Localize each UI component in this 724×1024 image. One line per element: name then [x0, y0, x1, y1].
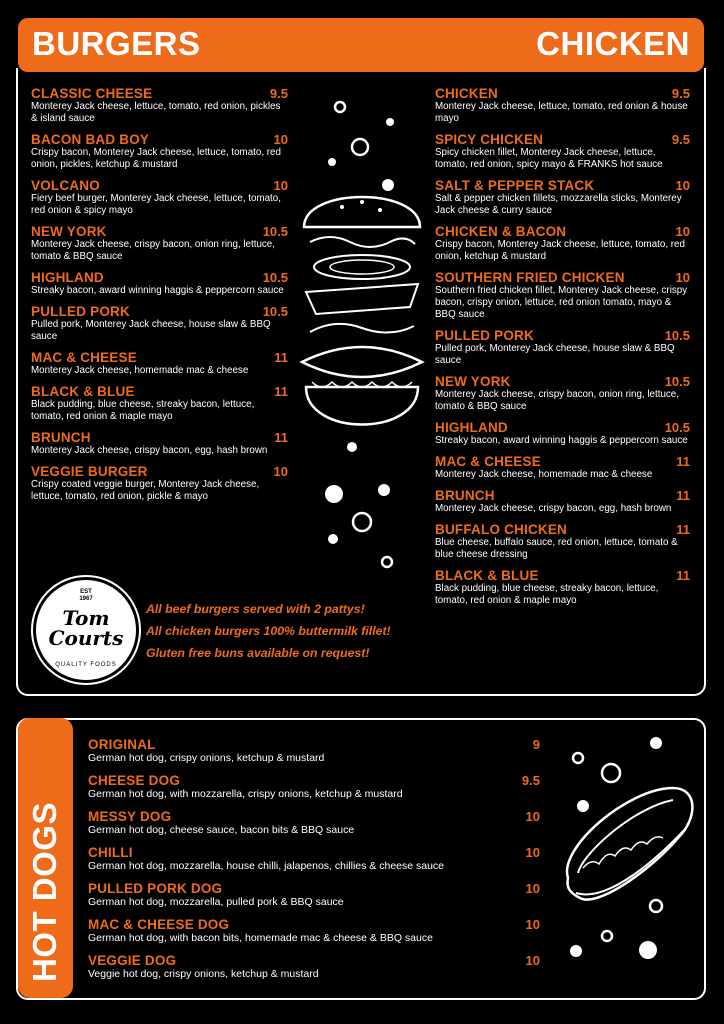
- logo-name: Tom Courts: [48, 606, 124, 650]
- item-description: Streaky bacon, award winning haggis & peppercorn sauce: [31, 285, 284, 296]
- item-price: 9.5: [521, 773, 540, 788]
- menu-item: [435, 454, 690, 481]
- menu-item: [435, 328, 690, 367]
- item-name: PULLED PORK DOG: [88, 881, 223, 896]
- menu-item: [435, 224, 690, 263]
- item-price: 11: [274, 384, 288, 399]
- menu-item: [31, 270, 288, 297]
- menu-item: [435, 488, 690, 515]
- item-name: HIGHLAND: [435, 420, 508, 435]
- hotdog-illustration-icon: [548, 728, 698, 968]
- item-price: 11: [676, 522, 690, 537]
- menu-item: [435, 86, 690, 125]
- menu-item: [31, 304, 288, 343]
- item-description: Monterey Jack cheese, lettuce, tomato, red onion & house mayo: [435, 101, 688, 124]
- menu-item: [31, 132, 288, 171]
- menu-item: [435, 420, 690, 447]
- menu-item: [435, 568, 690, 607]
- menu-item: [435, 270, 690, 321]
- item-name: PULLED PORK: [435, 328, 534, 343]
- item-name: CHICKEN: [435, 86, 498, 101]
- item-price: 10: [273, 132, 288, 147]
- item-price: 10: [525, 953, 540, 968]
- menu-item: [88, 773, 540, 800]
- item-description: German hot dog, mozzarella, house chilli, jalapenos, chillies & cheese sauce: [88, 860, 445, 872]
- item-name: VEGGIE BURGER: [31, 464, 148, 479]
- item-name: BACON BAD BOY: [31, 132, 150, 147]
- hotdogs-title: HOT DOGS: [26, 802, 63, 983]
- item-description: Crispy bacon, Monterey Jack cheese, lettuce, tomato, red onion, ketchup & mustard: [435, 239, 685, 262]
- menu-item: [31, 464, 288, 503]
- menu-item: [435, 178, 690, 217]
- note-chicken: All chicken burgers 100% buttermilk fillet!: [146, 624, 391, 638]
- burger-illustration-icon: [292, 92, 432, 582]
- item-description: German hot dog, with mozzarella, crispy onions, ketchup & mustard: [88, 788, 403, 800]
- menu-item: [31, 178, 288, 217]
- item-name: MAC & CHEESE: [435, 454, 541, 469]
- hotdogs-list: [88, 737, 540, 989]
- logo-subtitle: QUALITY FOODS: [55, 662, 117, 668]
- menu-notes: [146, 598, 426, 664]
- item-price: 10: [525, 809, 540, 824]
- item-name: MESSY DOG: [88, 809, 172, 824]
- item-name: BLACK & BLUE: [435, 568, 539, 583]
- header-bar: [18, 18, 704, 72]
- item-price: 10: [675, 270, 690, 285]
- item-description: German hot dog, cheese sauce, bacon bits & BBQ sauce: [88, 824, 355, 836]
- item-description: Streaky bacon, award winning haggis & peppercorn sauce: [435, 435, 688, 446]
- item-name: VOLCANO: [31, 178, 100, 193]
- menu-item: [31, 350, 288, 377]
- menu-item: [31, 430, 288, 457]
- item-price: 10: [525, 845, 540, 860]
- item-description: Pulled pork, Monterey Jack cheese, house slaw & BBQ sauce: [31, 319, 271, 342]
- item-description: Monterey Jack cheese, crispy bacon, onion ring, lettuce, tomato & BBQ sauce: [31, 239, 275, 262]
- item-name: ORIGINAL: [88, 737, 156, 752]
- item-description: Monterey Jack cheese, crispy bacon, egg, hash brown: [435, 503, 672, 514]
- item-price: 11: [676, 488, 690, 503]
- item-name: HIGHLAND: [31, 270, 104, 285]
- item-price: 10.5: [664, 374, 690, 389]
- chicken-title: CHICKEN: [536, 25, 690, 62]
- item-name: CLASSIC CHEESE: [31, 86, 153, 101]
- menu-item: [88, 881, 540, 908]
- logo-est: EST 1967: [79, 589, 93, 602]
- item-price: 10.5: [664, 328, 690, 343]
- item-name: CHILLI: [88, 845, 133, 860]
- item-description: Salt & pepper chicken fillets, mozzarella sticks, Monterey Jack cheese & curry sauce: [435, 193, 682, 216]
- item-description: Monterey Jack cheese, crispy bacon, egg, hash brown: [31, 445, 268, 456]
- item-description: German hot dog, with bacon bits, homemade mac & cheese & BBQ sauce: [88, 932, 433, 944]
- item-name: PULLED PORK: [31, 304, 130, 319]
- item-description: Fiery beef burger, Monterey Jack cheese, lettuce, tomato, red onion & spicy mayo: [31, 193, 281, 216]
- menu-item: [88, 953, 540, 980]
- item-description: Monterey Jack cheese, homemade mac & cheese: [435, 469, 653, 480]
- item-name: BRUNCH: [31, 430, 91, 445]
- item-description: Crispy bacon, Monterey Jack cheese, lettuce, tomato, red onion, pickles, ketchup & mustard: [31, 147, 281, 170]
- item-description: Spicy chicken fillet, Monterey Jack cheese, lettuce, tomato, red onion, spicy mayo & FRANKS hot sauce: [435, 147, 663, 170]
- item-name: BLACK & BLUE: [31, 384, 135, 399]
- item-price: 9.5: [671, 132, 690, 147]
- item-description: Pulled pork, Monterey Jack cheese, house slaw & BBQ sauce: [435, 343, 675, 366]
- item-price: 10.5: [262, 270, 288, 285]
- item-name: NEW YORK: [31, 224, 107, 239]
- burgers-title: BURGERS: [32, 25, 201, 62]
- item-description: German hot dog, mozzarella, pulled pork & BBQ sauce: [88, 896, 344, 908]
- item-price: 11: [676, 454, 690, 469]
- menu-item: [435, 132, 690, 171]
- tom-courts-logo-icon: [33, 577, 139, 683]
- item-description: Black pudding, blue cheese, streaky bacon, lettuce, tomato, red onion & maple mayo: [31, 399, 255, 422]
- item-description: Blue cheese, buffalo sauce, red onion, lettuce, tomato & blue cheese dressing: [435, 537, 678, 560]
- item-description: Veggie hot dog, crispy onions, ketchup & mustard: [88, 968, 319, 980]
- item-price: 10: [273, 464, 288, 479]
- chicken-list: [435, 86, 690, 614]
- menu-item: [88, 917, 540, 944]
- item-price: 11: [676, 568, 690, 583]
- item-price: 9.5: [269, 86, 288, 101]
- item-name: CHICKEN & BACON: [435, 224, 567, 239]
- item-price: 10.5: [664, 420, 690, 435]
- item-price: 11: [274, 350, 288, 365]
- menu-item: [88, 845, 540, 872]
- item-name: MAC & CHEESE DOG: [88, 917, 230, 932]
- item-name: SALT & PEPPER STACK: [435, 178, 595, 193]
- item-price: 9.5: [671, 86, 690, 101]
- item-name: VEGGIE DOG: [88, 953, 177, 968]
- item-price: 10.5: [262, 224, 288, 239]
- item-name: CHEESE DOG: [88, 773, 181, 788]
- item-price: 10: [525, 917, 540, 932]
- item-name: SOUTHERN FRIED CHICKEN: [435, 270, 625, 285]
- item-description: Monterey Jack cheese, crispy bacon, onion ring, lettuce, tomato & BBQ sauce: [435, 389, 679, 412]
- menu-item: [435, 522, 690, 561]
- item-price: 10.5: [262, 304, 288, 319]
- item-description: Crispy coated veggie burger, Monterey Jack cheese, lettuce, tomato, red onion, pickle & mayo: [31, 479, 260, 502]
- item-price: 10: [525, 881, 540, 896]
- item-description: German hot dog, crispy onions, ketchup & mustard: [88, 752, 325, 764]
- item-price: 10: [273, 178, 288, 193]
- item-description: Monterey Jack cheese, lettuce, tomato, red onion, pickles & island sauce: [31, 101, 281, 124]
- menu-item: [435, 374, 690, 413]
- item-price: 10: [675, 178, 690, 193]
- item-description: Black pudding, blue cheese, streaky bacon, lettuce, tomato, red onion & maple mayo: [435, 583, 659, 606]
- item-name: BRUNCH: [435, 488, 495, 503]
- item-name: NEW YORK: [435, 374, 511, 389]
- item-price: 10: [675, 224, 690, 239]
- item-price: 11: [274, 430, 288, 445]
- item-name: MAC & CHEESE: [31, 350, 137, 365]
- burgers-list: [31, 86, 288, 510]
- menu-item: [31, 86, 288, 125]
- menu-item: [88, 809, 540, 836]
- menu-item: [88, 737, 540, 764]
- item-description: Southern fried chicken fillet, Monterey Jack cheese, crispy bacon, crispy onion, lettuce, red onion tomato, mayo & BBQ sauce: [435, 285, 688, 320]
- menu-item: [31, 224, 288, 263]
- item-name: BUFFALO CHICKEN: [435, 522, 567, 537]
- note-gluten: Gluten free buns available on request!: [146, 646, 370, 660]
- note-beef: All beef burgers served with 2 pattys!: [146, 602, 365, 616]
- item-description: Monterey Jack cheese, homemade mac & cheese: [31, 365, 249, 376]
- item-price: 9: [532, 737, 540, 752]
- item-name: SPICY CHICKEN: [435, 132, 544, 147]
- menu-item: [31, 384, 288, 423]
